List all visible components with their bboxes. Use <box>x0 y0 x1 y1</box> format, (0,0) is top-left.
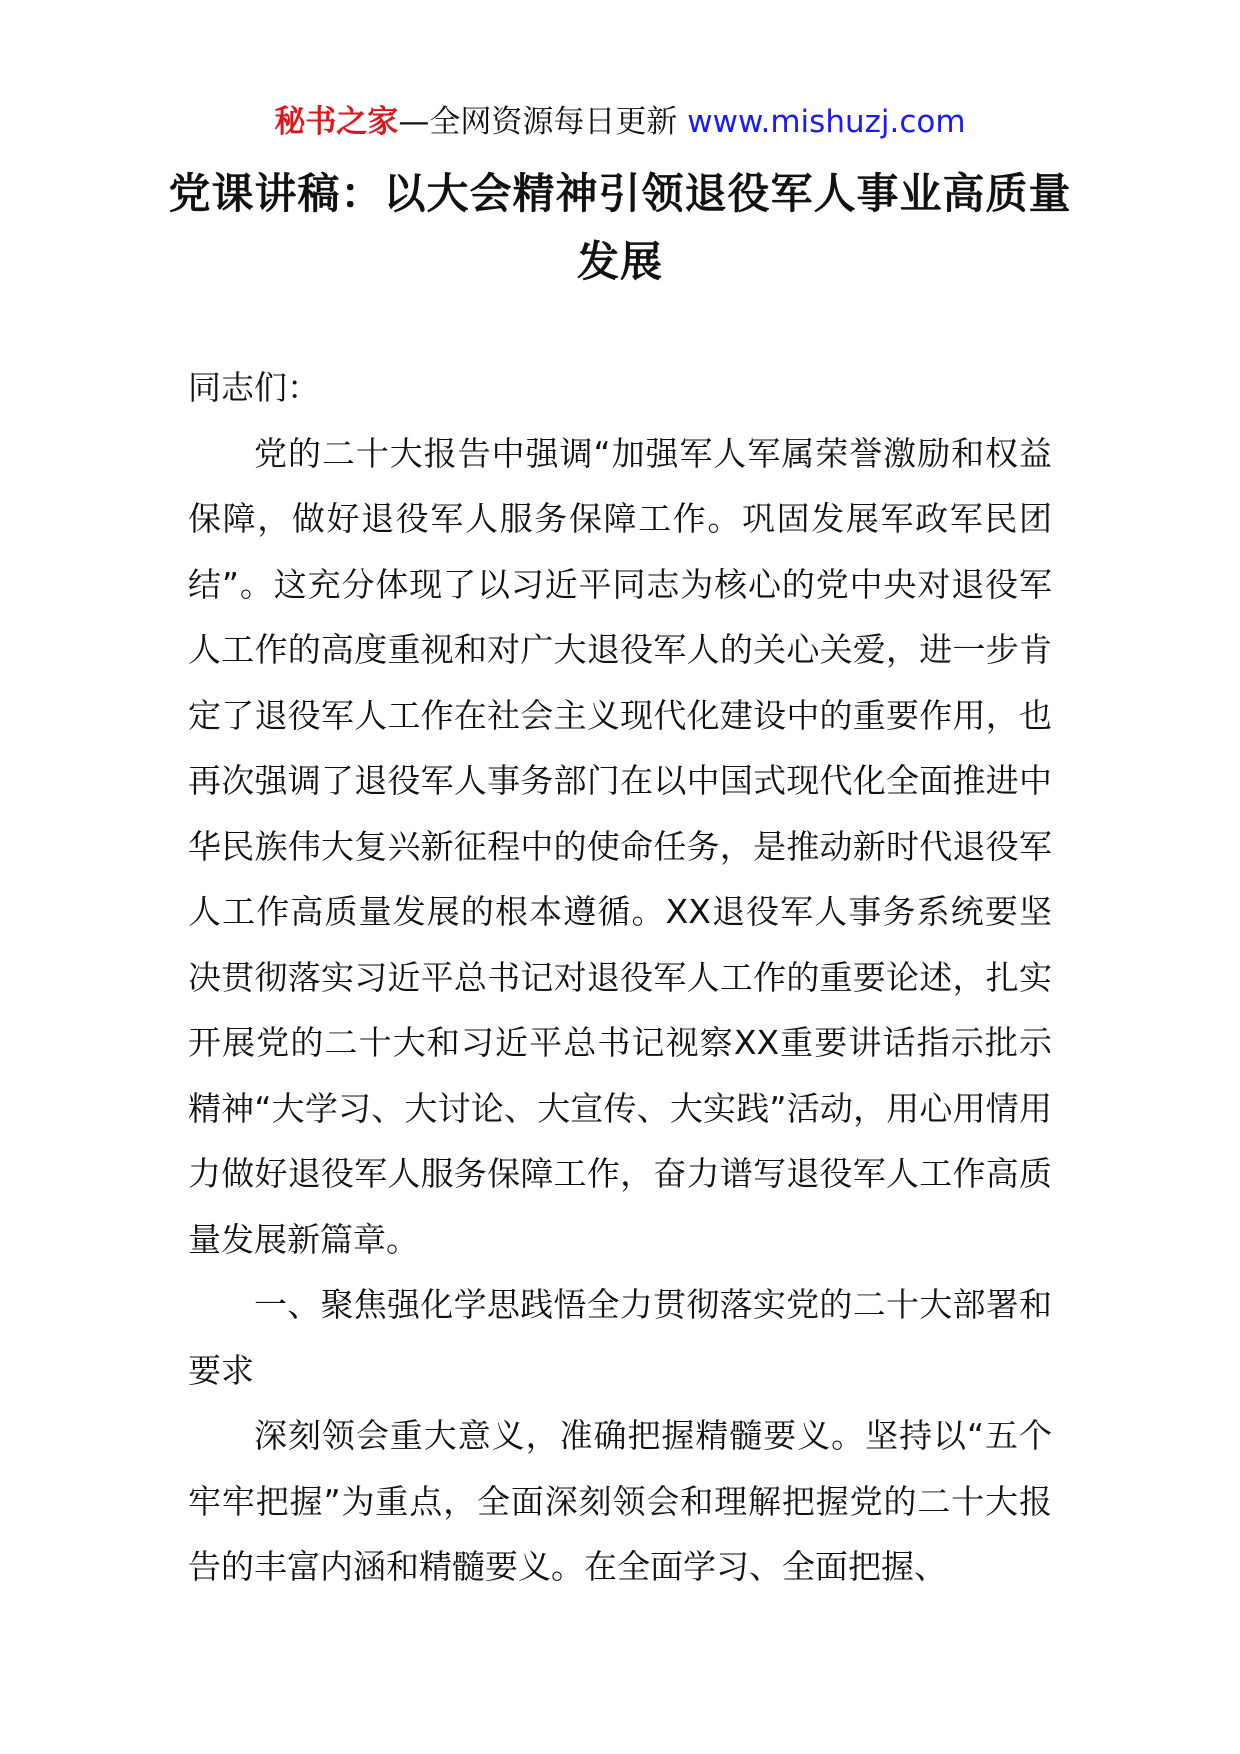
site-header <box>0 100 1240 144</box>
salutation: 同志们： <box>188 368 320 407</box>
header-tagline: —全网资源每日更新 <box>398 104 678 140</box>
paragraph-section-1: 深刻领会重大意义，准确把握精髓要义。坚持以“五个牢牢把握”为重点，全面深刻领会和理解把握党的二十大报告的丰富内涵和精髓要义。在全面学习、全面把握、 <box>188 1416 1052 1586</box>
document-title: 党课讲稿：以大会精神引领退役军人事业高质量发展 <box>168 169 1072 286</box>
section-heading-1: 一、聚焦强化学思践悟全力贯彻落实党的二十大部署和要求 <box>188 1285 1052 1390</box>
site-url-link[interactable]: www.mishuzj.com <box>687 104 966 140</box>
paragraph-intro: 党的二十大报告中强调“加强军人军属荣誉激励和权益保障，做好退役军人服务保障工作。巩固发展军政军民团结”。这充分体现了以习近平同志为核心的党中央对退役军人工作的高度重视和对广大退役军人的关心关爱，进一步肯定了退役军人工作在社会主义现代化建设中的重要作用，也再次强调了退役军人事务部门在以中国式现代化全面推进中华民族伟大复兴新征程中的使命任务，是推动新时代退役军人工作高质量发展的根本遵循。XX退役军人事务系统要坚决贯彻落实习近平总书记对退役军人工作的重要论述，扎实开展党的二十大和习近平总书记视察XX重要讲话指示批示精神“大学习、大讨论、大宣传、大实践”活动，用心用情用力做好退役军人服务保障工作，奋力谱写退役军人工作高质量发展新篇章。 <box>188 433 1052 1259</box>
document-body <box>188 355 1052 1600</box>
brand-name: 秘书之家 <box>274 104 399 140</box>
